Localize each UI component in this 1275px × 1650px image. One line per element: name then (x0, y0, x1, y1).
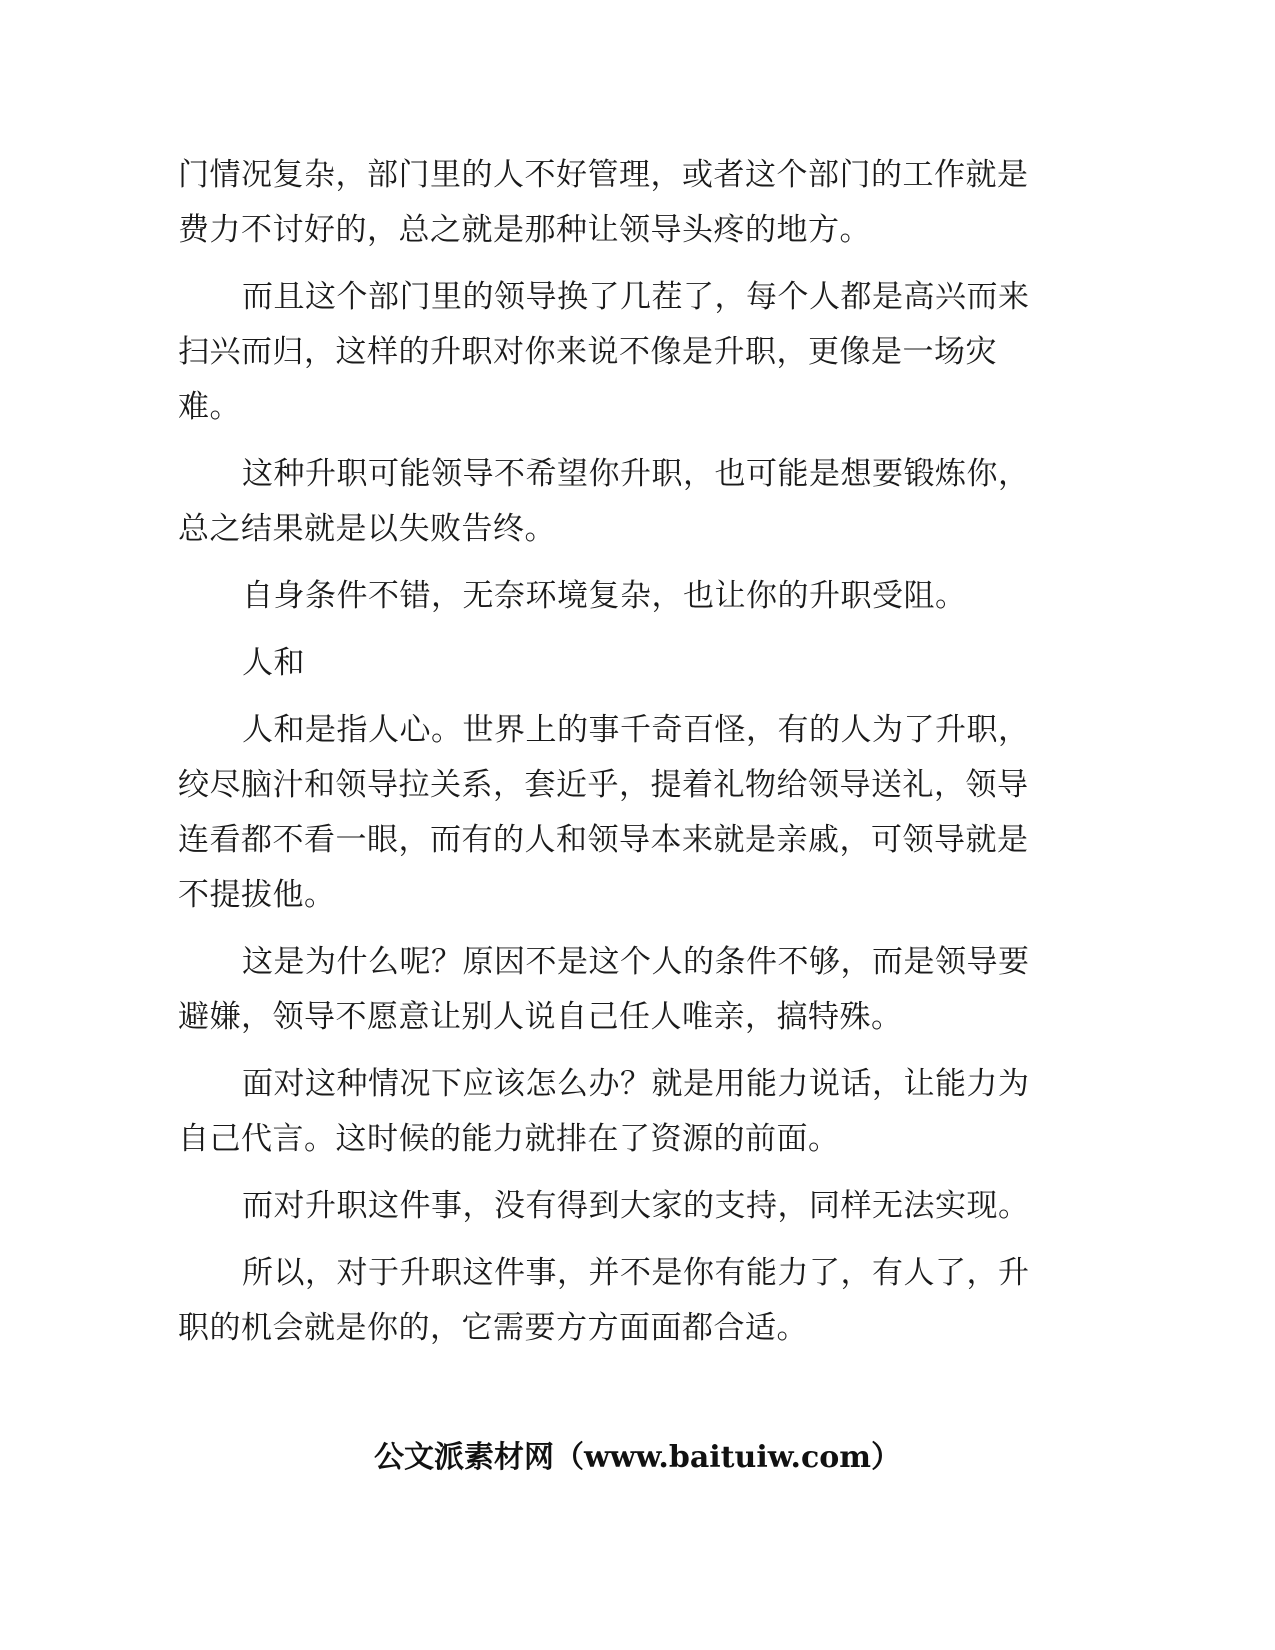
paragraph-5: 人和是指人心。世界上的事千奇百怪，有的人为了升职，绞尽脑汁和领导拉关系，套近乎，提着礼物给领导送礼，领导连看都不看一眼，而有的人和领导本来就是亲戚，可领导就是不提拔他。 (178, 712, 1030, 913)
paragraph-3: 这种升职可能领导不希望你升职，也可能是想要锻炼你，总之结果就是以失败告终。 (178, 456, 1030, 547)
paragraph-2: 而且这个部门里的领导换了几茬了，每个人都是高兴而来扫兴而归，这样的升职对你来说不像是升职，更像是一场灾难。 (178, 279, 1030, 425)
section-heading: 人和 (242, 645, 305, 681)
body-text (178, 148, 1038, 1368)
paragraph-9: 所以，对于升职这件事，并不是你有能力了，有人了，升职的机会就是你的，它需要方方面面都合适。 (178, 1255, 1030, 1346)
paragraph-4: 自身条件不错，无奈环境复杂，也让你的升职受阻。 (242, 578, 967, 614)
paragraph-6: 这是为什么呢？原因不是这个人的条件不够，而是领导要避嫌，领导不愿意让别人说自己任人唯亲，搞特殊。 (178, 944, 1030, 1035)
paragraph-1: 门情况复杂，部门里的人不好管理，或者这个部门的工作就是费力不讨好的，总之就是那种让领导头疼的地方。 (178, 157, 1029, 248)
page-footer: 公文派素材网（www.baituiw.com） (373, 1440, 902, 1475)
paragraph-7: 面对这种情况下应该怎么办？就是用能力说话，让能力为自己代言。这时候的能力就排在了资源的前面。 (178, 1066, 1030, 1157)
paragraph-8: 而对升职这件事，没有得到大家的支持，同样无法实现。 (242, 1188, 1030, 1224)
